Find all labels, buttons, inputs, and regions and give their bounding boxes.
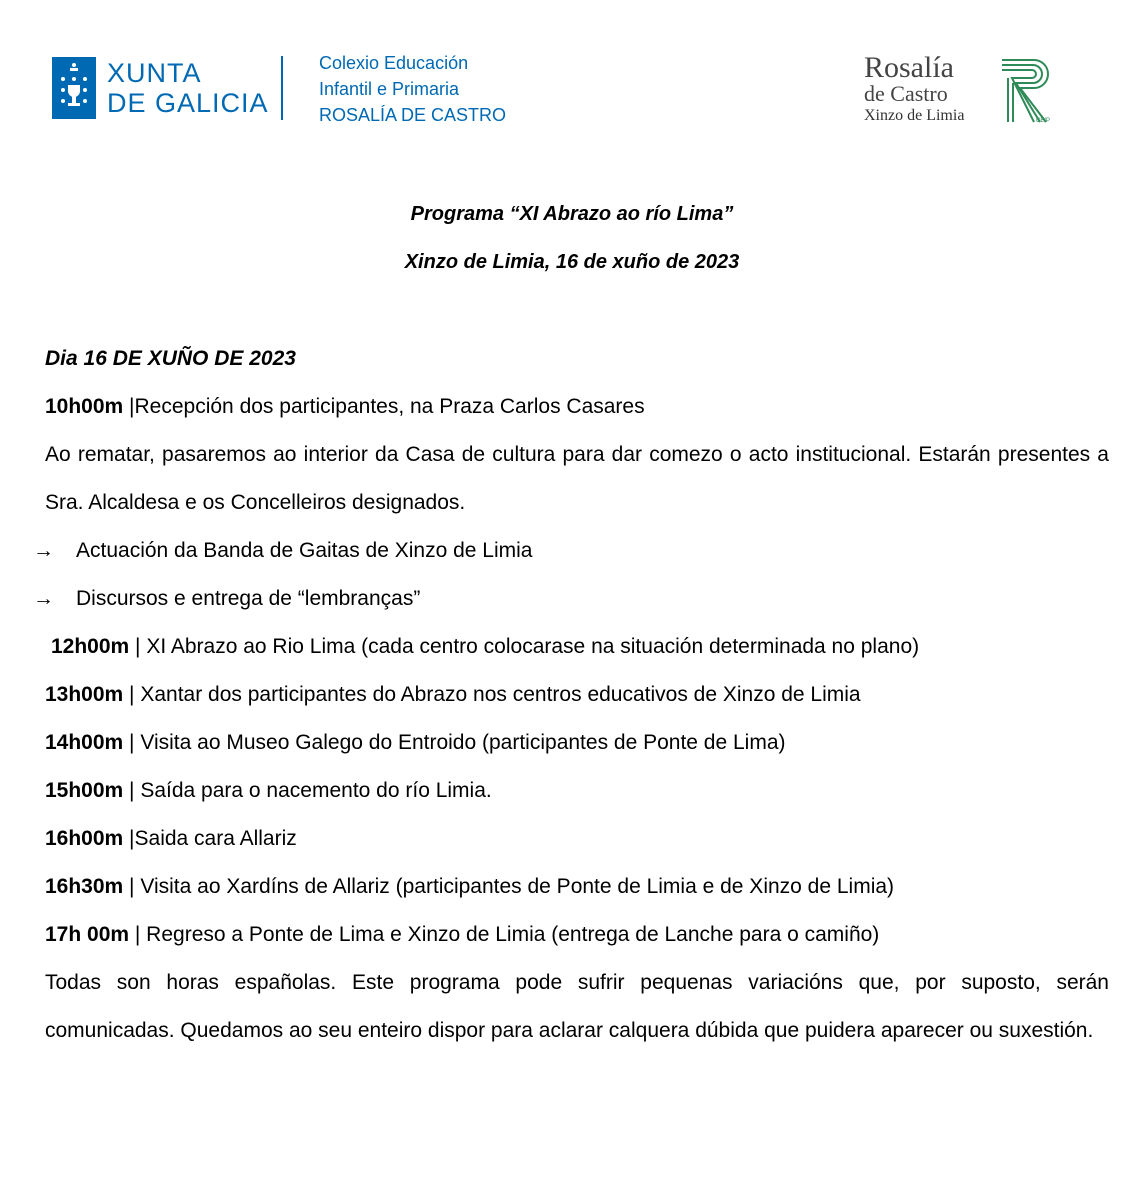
schedule-item [45, 911, 1109, 959]
item-time: 15h00m [45, 779, 124, 802]
schedule-item [45, 383, 1109, 431]
item-time: 17h 00m [45, 923, 130, 946]
logo-badge: CEIP [1036, 118, 1051, 124]
arrow-item [33, 527, 1109, 575]
item-text: | Visita ao Museo Galego do Entroido (participantes de Ponte de Lima) [123, 731, 786, 754]
logo-line2: de Castro [864, 81, 948, 106]
school-line1: Colexio Educación [319, 53, 469, 73]
school-line2: Infantil e Primaria [319, 79, 460, 99]
item-time: 16h00m [45, 827, 124, 850]
schedule-item [45, 767, 1109, 815]
xunta-line2: DE GALICIA [107, 88, 269, 118]
item-time: 13h00m [45, 683, 124, 706]
program-subtitle: Xinzo de Limia, 16 de xuño de 2023 [404, 251, 740, 273]
rosalia-de-castro-logo [862, 52, 1057, 130]
item-time: 14h00m [45, 731, 124, 754]
item-time: 12h00m [51, 635, 130, 658]
xunta-wordmark [107, 58, 269, 118]
item-time: 16h30m [45, 875, 124, 898]
arrow-icon: → [33, 587, 54, 610]
item-text: | XI Abrazo ao Rio Lima (cada centro colocarase na situación determinada no plano) [129, 635, 920, 658]
r-monogram-icon [1000, 56, 1052, 126]
item-text: |Saida cara Allariz [123, 827, 297, 850]
program-title: Programa “XI Abrazo ao río Lima” [410, 203, 734, 225]
school-name [319, 50, 506, 128]
xunta-shield-logo [52, 57, 96, 119]
logo-line3: Xinzo de Limia [864, 107, 965, 124]
reception-paragraph: Ao rematar, pasaremos ao interior da Casa de cultura para dar comezo o acto institucional. Estarán presentes a Sra. Alcaldesa e os Concelleiros designados. [45, 443, 1109, 514]
schedule-item [45, 815, 1109, 863]
header-divider [281, 56, 283, 120]
arrow-icon: → [33, 539, 54, 562]
school-line3: ROSALÍA DE CASTRO [319, 105, 507, 125]
item-text: | Saída para o nacemento do río Limia. [123, 779, 492, 802]
xunta-line1: XUNTA [107, 58, 202, 88]
item-text: | Visita ao Xardíns de Allariz (participantes de Ponte de Limia e de Xinzo de Limia) [123, 875, 895, 898]
program-body [33, 335, 1109, 1055]
item-text: | Regreso a Ponte de Lima e Xinzo de Limia (entrega de Lanche para o camiño) [129, 923, 880, 946]
day-heading: Dia 16 DE XUÑO DE 2023 [45, 347, 296, 370]
schedule-item [45, 719, 1109, 767]
item-text: |Recepción dos participantes, na Praza Carlos Casares [123, 395, 645, 418]
arrow-item [33, 575, 1109, 623]
item-text: Discursos e entrega de “lembranças” [76, 587, 421, 610]
schedule-item [45, 671, 1109, 719]
item-text: Actuación da Banda de Gaitas de Xinzo de Limia [76, 539, 533, 562]
schedule-item [45, 623, 1109, 671]
item-text: | Xantar dos participantes do Abrazo nos centros educativos de Xinzo de Limia [123, 683, 861, 706]
item-time: 10h00m [45, 395, 124, 418]
logo-line1: Rosalía [864, 51, 954, 84]
schedule-item [45, 863, 1109, 911]
closing-paragraph: Todas son horas españolas. Este programa pode sufrir pequenas variacións que, por suposto, serán comunicadas. Quedamos ao seu enteiro dispor para aclarar calquera dúbida que puidera aparecer ou suxestión. [45, 971, 1109, 1042]
